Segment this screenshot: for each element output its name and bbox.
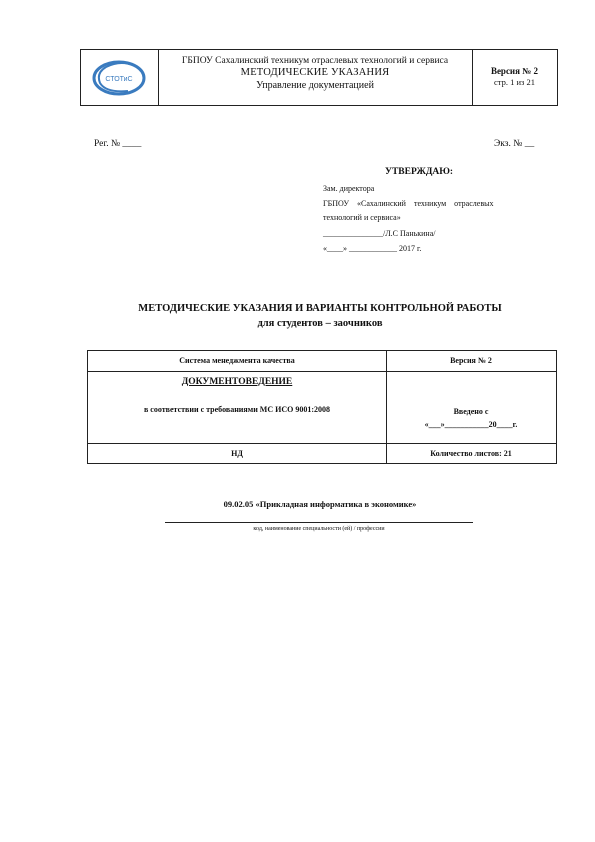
approve-role: Зам. директора xyxy=(323,184,375,193)
doc-title-line2: для студентов – заочников xyxy=(257,318,383,329)
approve-title: УТВЕРЖДАЮ: xyxy=(385,167,454,177)
approve-signature: _______________/Л.С Панькина/ xyxy=(323,229,436,238)
section-name: Управление документацией xyxy=(256,80,374,91)
table-row xyxy=(88,443,556,463)
docs-cell xyxy=(88,371,387,443)
table-row xyxy=(88,371,556,444)
specialty-caption: код, наименование специальности (ей) / профессии xyxy=(253,526,385,532)
sheets-cell: Количество листов: 21 xyxy=(430,449,512,458)
nd-cell: НД xyxy=(88,443,387,463)
copy-number: Экз. № __ xyxy=(494,139,535,149)
introduced-cell xyxy=(386,371,556,443)
docs-title: ДОКУМЕНТОВЕДЕНИЕ xyxy=(181,377,293,387)
document-header xyxy=(80,49,558,106)
approve-org-line1: ГБПОУ «Сахалинский техникум отраслевых xyxy=(323,199,494,208)
header-version: Версия № 2 xyxy=(490,66,539,76)
introduced-date: «___»___________20____г. xyxy=(424,420,518,429)
document-info-table xyxy=(87,350,557,464)
logo-text: СТОТиС xyxy=(105,76,133,83)
logo-cell xyxy=(81,50,159,105)
version-cell xyxy=(472,50,557,105)
page-counter: стр. 1 из 21 xyxy=(494,77,535,87)
college-logo xyxy=(92,59,147,97)
doc-type: МЕТОДИЧЕСКИЕ УКАЗАНИЯ xyxy=(240,67,390,78)
specialty-name: 09.02.05 «Прикладная информатика в экономике» xyxy=(223,499,417,509)
approve-org-line2: технологий и сервиса» xyxy=(323,213,401,222)
header-title-cell xyxy=(158,50,473,105)
reg-number: Рег. № ____ xyxy=(94,139,142,149)
specialty-underline xyxy=(165,522,473,523)
approve-date: «____» ____________ 2017 г. xyxy=(323,244,422,253)
qms-cell: Система менеджмента качества xyxy=(88,351,387,371)
compliance-text: в соответствии с требованиями МС ИСО 9001:2008 xyxy=(143,405,331,414)
introduced-label: Введено с xyxy=(453,407,489,416)
org-name: ГБПОУ Сахалинский техникум отраслевых технологий и сервиса xyxy=(181,56,449,66)
doc-title-line1: МЕТОДИЧЕСКИЕ УКАЗАНИЯ И ВАРИАНТЫ КОНТРОЛЬНОЙ РАБОТЫ xyxy=(138,303,502,314)
table-row xyxy=(88,351,556,372)
table-version-cell: Версия № 2 xyxy=(450,356,492,365)
